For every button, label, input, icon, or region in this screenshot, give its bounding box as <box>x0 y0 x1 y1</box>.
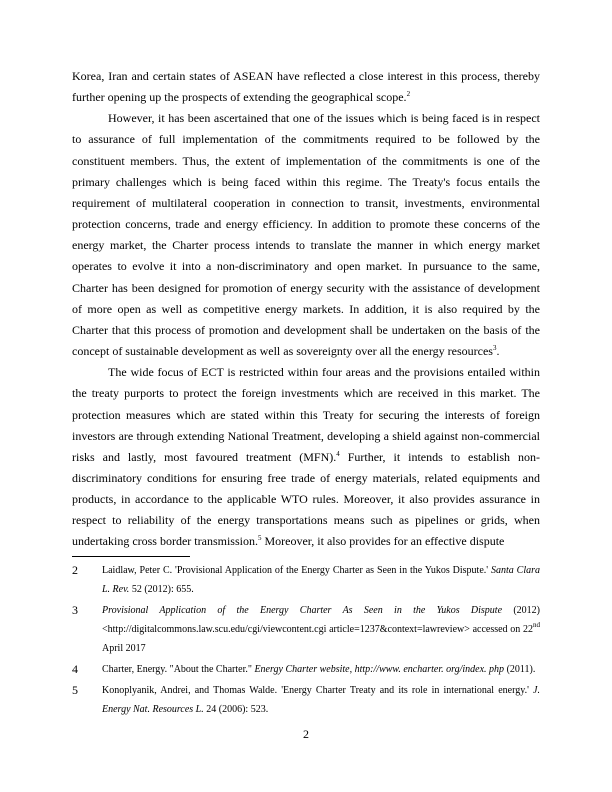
footnote-source: Energy Charter website, http://www. encharter. org/index. php <box>254 664 505 675</box>
paragraph-3-text-a: The wide focus of ECT is restricted within four areas and the provisions entailed within the treaty purports to protect the foreign investments which are received in this market. The protection measures which are stated within this Treaty for securing the interests of foreign investors are through extending National Treatment, developing a shield against non-commercial risks and lastly, most favoured treatment (MFN). <box>72 365 540 464</box>
footnotes <box>72 561 540 719</box>
footnote-ref-3[interactable]: 3 <box>492 344 497 353</box>
footnote-2 <box>72 561 540 599</box>
footnote-ordinal: nd <box>533 621 540 629</box>
footnote-tail: (2011). <box>504 664 536 675</box>
footnote-text <box>102 561 540 599</box>
footnote-citation: Laidlaw, Peter C. 'Provisional Application of the Energy Charter as Seen in the Yukos Dispute.' <box>102 565 491 576</box>
footnote-journal: Santa Clara L. Rev. <box>102 565 540 595</box>
footnote-tail: April 2017 <box>102 643 146 654</box>
footnote-title: Provisional Application of the Energy Charter As Seen in the Yukos Dispute <box>102 605 503 616</box>
paragraph-3 <box>72 362 540 552</box>
paragraph-1-text: Korea, Iran and certain states of ASEAN have reflected a close interest in this process, thereby further opening up the prospects of extending the geographical scope. <box>72 69 540 105</box>
footnote-number: 3 <box>72 603 78 617</box>
footnote-ref-4[interactable]: 4 <box>336 449 340 458</box>
footnote-citation: Konoplyanik, Andrei, and Thomas Walde. 'Energy Charter Treaty and its role in international energy.' <box>102 685 534 696</box>
footnote-url[interactable]: (2012) <http://digitalcommons.law.scu.edu/cgi/viewcontent.cgi article=1237&context=lawreview> accessed on 22 <box>102 605 540 635</box>
paragraph-3-text-c: Moreover, it also provides for an effective dispute <box>261 534 505 549</box>
footnote-tail: 24 (2006): 523. <box>203 704 269 715</box>
footnote-number: 5 <box>72 683 78 697</box>
footnote-ref-5[interactable]: 5 <box>257 534 262 543</box>
paragraph-2 <box>72 108 540 362</box>
paragraph-2-end: . <box>496 344 500 359</box>
footnote-3 <box>72 601 540 658</box>
footnote-ref-2[interactable]: 2 <box>406 90 411 99</box>
footnote-separator <box>72 556 190 557</box>
footnote-5 <box>72 681 540 719</box>
paragraph-2-text: However, it has been ascertained that one of the issues which is being faced is in respect to assurance of full implementation of the commitments required to be followed by the constituent members. Thus, the extent of implementation of the commitments is one of the primary challenges which is being faced within this regime. The Treaty's focus entails the requirement of multilateral cooperation in connection to transit, investments, environmental protection concerns, trade and energy efficiency. In addition to promote these concerns of the energy market, the Charter process intends to translate the manner in which energy market operates to evolve it into a non-discriminatory and open market. In pursuance to the same, Charter has been designed for promotion of energy security with the assistance of development of more open as well as competitive energy markets. In addition, it is also required by the Charter that this process of promotion and development shall be undertaken on the basis of the concept of sustainable development as well as sovereignty over all the energy resources <box>72 111 540 359</box>
footnote-number: 4 <box>72 662 78 676</box>
footnote-4 <box>72 660 540 679</box>
footnote-journal: J. Energy Nat. Resources L. <box>102 685 540 715</box>
footnote-tail: 52 (2012): 655. <box>129 584 194 595</box>
footnote-text <box>102 681 540 719</box>
body-text <box>72 66 540 553</box>
footnote-text <box>102 660 540 679</box>
footnote-number: 2 <box>72 563 78 577</box>
paragraph-1 <box>72 66 540 108</box>
page-number: 2 <box>303 727 309 741</box>
paragraph-3-text-b: Further, it intends to establish non-discriminatory conditions for ensuring free trade of energy materials, related equipments and products, in accordance to the applicable WTO rules. Moreover, it also provides assurance in respect to reliability of the energy transportations means such as pipelines or grids, when undertaking cross border transmission. <box>72 449 540 549</box>
footnote-text <box>102 601 540 658</box>
footnote-citation: Charter, Energy. "About the Charter." <box>102 664 255 675</box>
